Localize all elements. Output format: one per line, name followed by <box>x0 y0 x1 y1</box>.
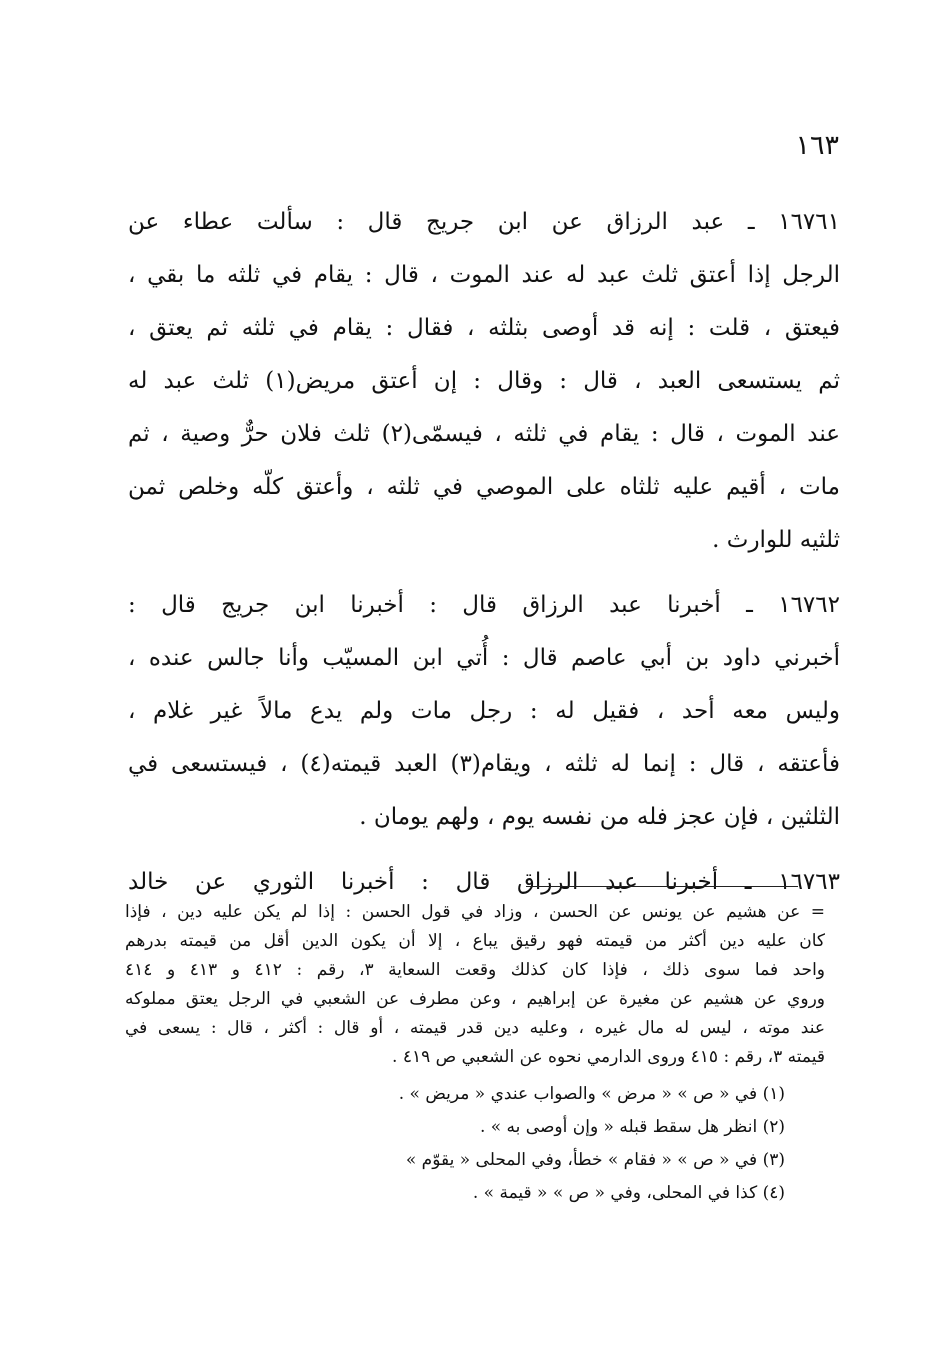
footnotes <box>125 898 825 1210</box>
text-line: فأعتقه ، قال : إنما له ثلثه ، ويقام(٣) العبد قيمته(٤) ، فيستسعى في <box>128 751 840 777</box>
text-line: ثم يستسعى العبد ، قال : وقال : إن أعتق مريض(١) ثلث عبد له <box>128 368 840 394</box>
footnote-line: قيمته ٣، رقم : ٤١٥ وروى الدارمي نحوه عن الشعبي ص ٤١٩ . <box>392 1047 825 1067</box>
footnote-line: كان عليه دين أكثر من قيمته فهو رقيق يباع ، إلا أن يكون الدين أقل من قيمته بدرهم <box>125 931 825 951</box>
text-line: مات ، أقيم عليه ثلثاه على الموصي في ثلثه ، وأعتق كلّه وخلص ثمن <box>128 474 840 500</box>
footnote-divider <box>526 886 798 887</box>
footnote-line: عند موته ، ليس له مال غيره ، وعليه دين قدر قيمته ، أو قال : أكثر ، قال : يسعى في <box>125 1018 825 1038</box>
footnote-line: = عن هشيم عن يونس عن الحسن ، وزاد في قول الحسن : إذا لم يكن عليه دين ، فإذا <box>125 902 825 922</box>
text-line: وليس معه أحد ، فقيل له : رجل مات ولم يدع مالاً غير غلام ، <box>128 698 840 724</box>
text-line: ثلثيه للوارث . <box>712 527 840 553</box>
note-3: (٣) في « ص » « فقام » خطأ، وفي المحلى « يقوّم » <box>405 1150 785 1170</box>
text-line: ١٦٧٦١ ـ عبد الرزاق عن ابن جريج قال : سألت عطاء عن <box>128 209 840 235</box>
text-line: ١٦٧٦٣ ـ أخبرنا عبد الرزاق قال : أخبرنا الثوري عن خالد <box>128 869 840 895</box>
text-line: عند الموت ، قال : يقام في ثلثه ، فيسمّى(٢) ثلث فلان حرٌّ وصية ، ثم <box>128 421 840 447</box>
paragraph-16762 <box>128 579 840 844</box>
numbered-notes <box>125 1078 785 1210</box>
text-line: الرجل إذا أعتق ثلث عبد له عند الموت ، قال : يقام في ثلثه ما بقي ، <box>128 262 840 288</box>
note-1: (١) في « ص » « مرض » والصواب عندي « مريض » . <box>398 1084 785 1104</box>
text-line: أخبرني داود بن أبي عاصم قال : أُتي ابن المسيّب وأنا جالس عنده ، <box>128 645 840 671</box>
page-number: ١٦٣ <box>795 130 839 161</box>
text-line: ١٦٧٦٢ ـ أخبرنا عبد الرزاق قال : أخبرنا ابن جريج قال : <box>128 592 840 618</box>
text-line: فيعتق ، قلت : إنه قد أوصى بثلثه ، فقال : يقام في ثلثه ثم يعتق ، <box>128 315 840 341</box>
text-line: الثلثين ، فإن عجز فله من نفسه يوم ، ولهم يومان . <box>359 804 840 830</box>
footnote-line: واحد فما سوى ذلك ، فإذا كان كذلك وقعت السعاية ٣، رقم : ٤١٢ و ٤١٣ و ٤١٤ <box>125 960 825 980</box>
paragraph-16761 <box>128 196 840 567</box>
note-2: (٢) انظر هل سقط قبله « وإن أوصى به » . <box>479 1117 785 1137</box>
note-4: (٤) كذا في المحلى، وفي « ص » « قيمة » . <box>472 1183 785 1203</box>
main-text <box>128 196 840 921</box>
footnote-line: وروي عن هشيم عن مغيرة عن إبراهيم ، وعن مطرف عن الشعبي في الرجل يعتق مملوكه <box>125 989 825 1009</box>
